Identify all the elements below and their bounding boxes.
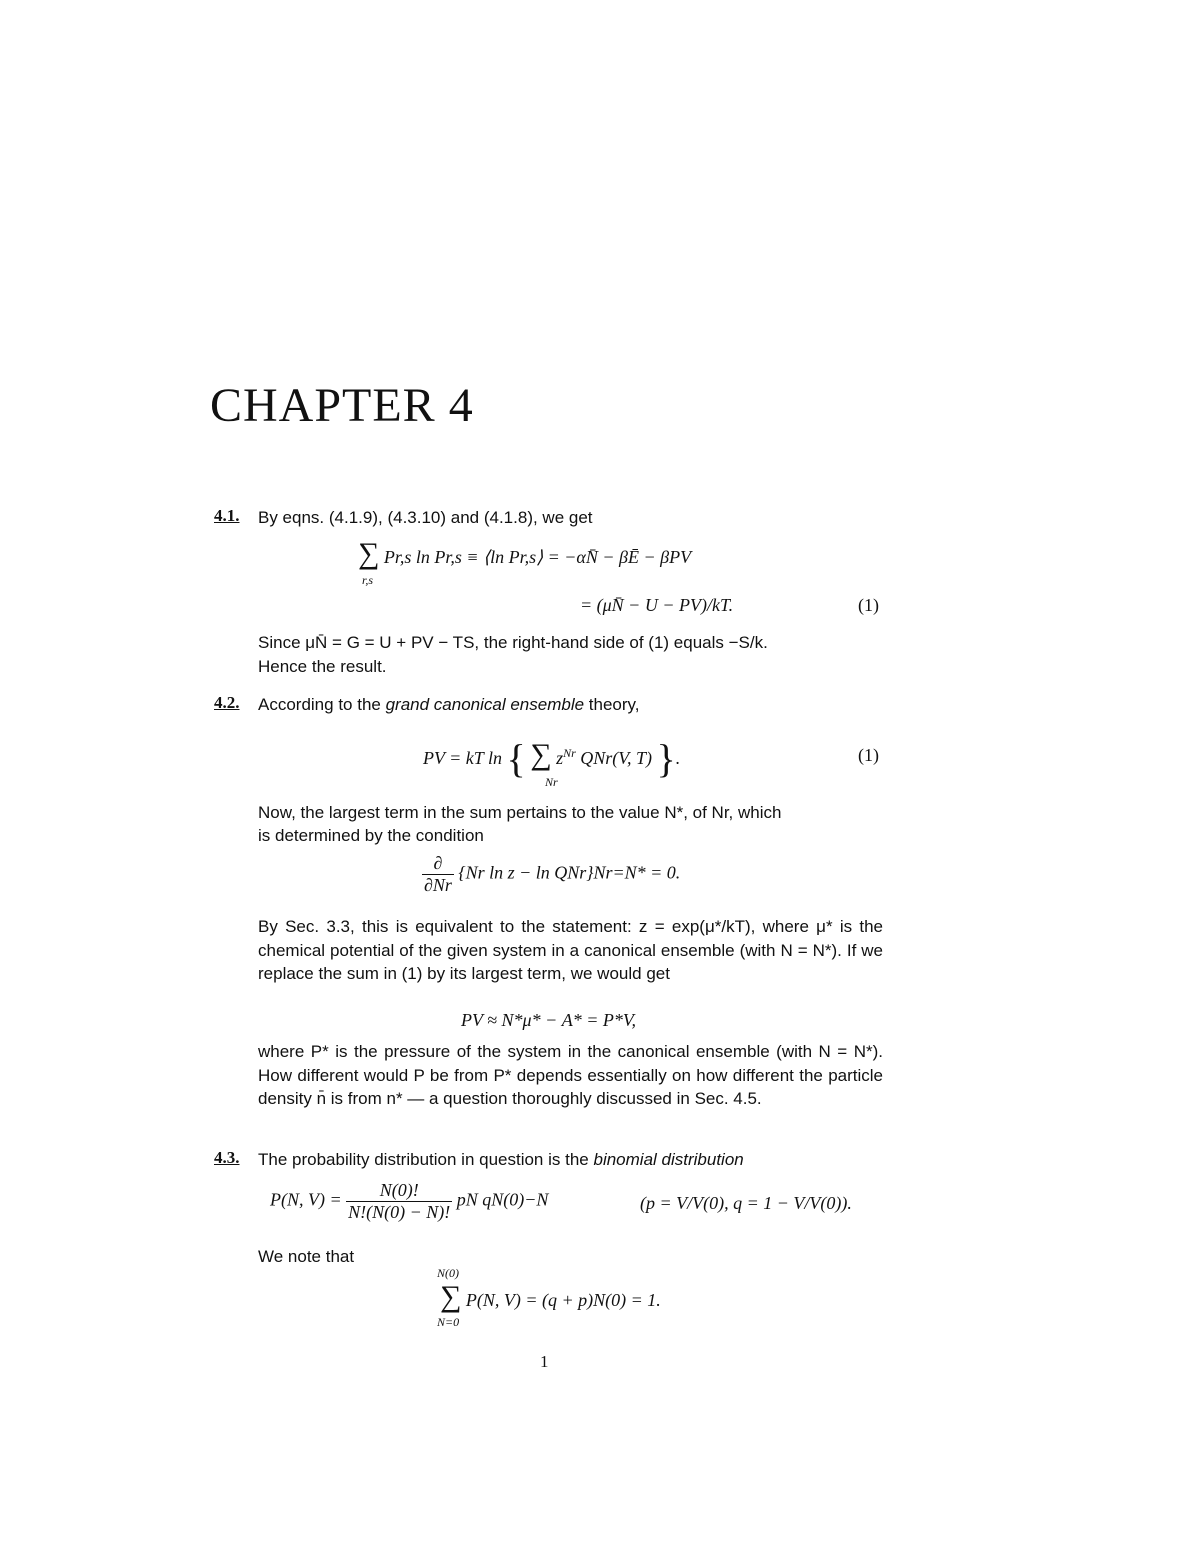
problem-4-3-condition: (p = V/V(0), q = 1 − V/V(0)). <box>640 1193 852 1213</box>
problem-4-2-text1-line2: is determined by the condition <box>258 826 484 845</box>
problem-4-2-label: 4.2. <box>214 693 240 712</box>
problem-4-2-text3: where P* is the pressure of the system in the canonical ensemble (with N = N*). How different would P be from P* depends essentially on how different the particle density n̄ is from n* — a question thoroughly discussed in Sec. 4.5. <box>258 1042 883 1108</box>
problem-4-1-label: 4.1. <box>214 506 240 525</box>
problem-4-2-equation-2: $\frac{\partial}{\partial Nr}$ {Nr ln z − ln QNr}Nr=N* = 0. <box>424 853 681 895</box>
sum-symbol: ∑ <box>440 1280 462 1313</box>
problem-4-1-equation-line1: ∑ Pr,s ln Pr,s ≡ ⟨ln Pr,s⟩ = −αN̄ − βĒ − βPV <box>358 537 692 570</box>
chapter-title: CHAPTER 4 <box>210 379 474 432</box>
problem-4-2-equation-1: PV = kT ln { ∑ $z^{Nr}$ QNr(V, T) }. <box>423 736 681 781</box>
problem-4-1-equation-number: (1) <box>858 595 879 615</box>
problem-4-3-intro: The probability distribution in question is the binomial distribution <box>258 1150 744 1169</box>
partial-derivative-fraction: $\frac{\partial}{\partial Nr}$ <box>424 853 452 895</box>
problem-4-1-sum-index: r,s <box>362 573 374 587</box>
problem-4-2-text1-line1: Now, the largest term in the sum pertains to the value N*, of Nr, which <box>258 803 782 822</box>
sum-symbol: ∑ <box>358 537 380 570</box>
right-brace: } <box>656 736 676 781</box>
problem-4-3-label: 4.3. <box>214 1148 240 1167</box>
problem-4-3-text1: We note that <box>258 1247 355 1266</box>
sum-symbol: ∑ <box>530 738 552 771</box>
page-number: 1 <box>540 1352 549 1371</box>
problem-4-1-text-line2: Hence the result. <box>258 657 387 676</box>
problem-4-2-equation-number: (1) <box>858 745 879 765</box>
problem-4-1-equation-line2: = (μN̄ − U − PV)/kT. <box>580 595 734 615</box>
problem-4-3-sum-upper: N(0) <box>437 1266 459 1280</box>
problem-4-1-text-line1: Since μN̄ = G = U + PV − TS, the right-hand side of (1) equals −S/k. <box>258 633 768 652</box>
problem-4-2-text2: By Sec. 3.3, this is equivalent to the statement: z = exp(μ*/kT), where μ* is the chemical potential of the given system in a canonical ensemble (with N = N*). If we replace the sum in (1) by its largest term, we would get <box>258 917 883 983</box>
problem-4-2-sum-index: Nr <box>545 775 558 789</box>
problem-4-1-intro: By eqns. (4.1.9), (4.3.10) and (4.1.8), we get <box>258 508 593 527</box>
left-brace: { <box>506 736 526 781</box>
problem-4-3-sum-lower: N=0 <box>437 1315 460 1329</box>
problem-4-2-intro: According to the grand canonical ensemble theory, <box>258 695 640 714</box>
binomial-coefficient-fraction: $\frac{N(0)!}{N!(N(0) - N)!}$ <box>348 1180 451 1222</box>
problem-4-2-equation-3: PV ≈ N*μ* − A* = P*V, <box>461 1010 637 1030</box>
problem-4-3-equation-2: ∑ P(N, V) = (q + p)N(0) = 1. <box>440 1280 661 1313</box>
problem-4-3-equation-1: P(N, V) = $\frac{N(0)!}{N!(N(0) - N)!}$ pN qN(0)−N <box>270 1180 549 1222</box>
